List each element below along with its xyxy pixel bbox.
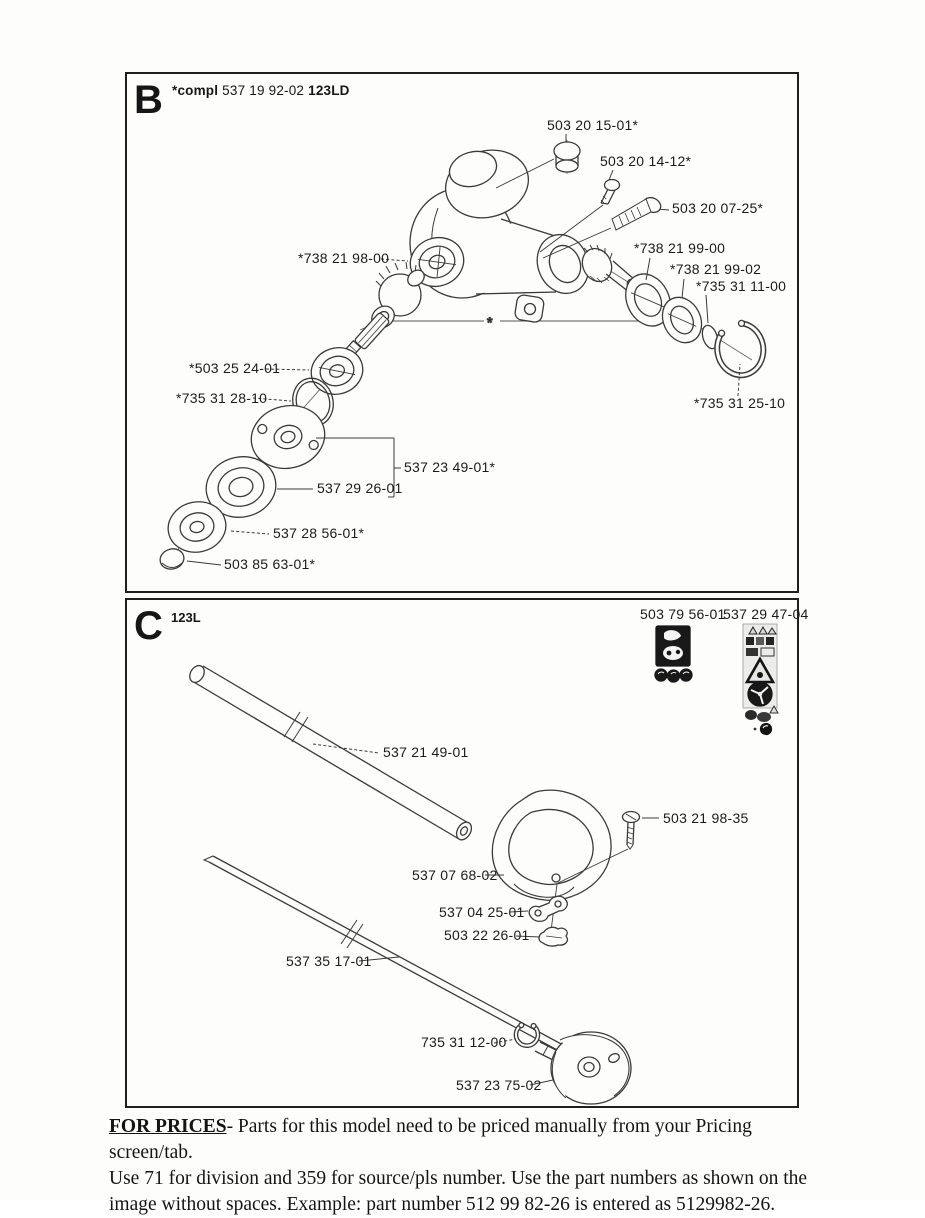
part-label-537-29-26-01: 537 29 26-01: [317, 480, 403, 496]
pricing-note-heading: FOR PRICES: [109, 1116, 227, 1137]
panel-b-letter: B: [134, 78, 163, 122]
pricing-note-line2: Use 71 for division and 359 for source/pls number. Use the part numbers as shown on the: [109, 1168, 808, 1189]
part-label-738-21-98-00: *738 21 98-00: [298, 250, 390, 266]
pricing-note-line1-rest: - Parts for this model need to be priced manually from your Pricing screen/tab.: [109, 1116, 752, 1163]
part-label-503-25-24-01: *503 25 24-01: [189, 360, 281, 376]
decal-label-503-79-56-01: 503 79 56-01: [640, 606, 726, 622]
part-label-537-28-56-01: 537 28 56-01*: [273, 525, 365, 541]
part-label-735-31-25-10: *735 31 25-10: [694, 395, 786, 411]
panel-b-header-prefix: *compl: [172, 83, 219, 98]
part-label-503-22-26-01: 503 22 26-01: [444, 927, 530, 943]
part-label-738-21-99-00: *738 21 99-00: [634, 240, 726, 256]
snap-ring: [714, 318, 767, 396]
part-label-537-35-17-01: 537 35 17-01: [286, 953, 372, 969]
part-label-503-21-98-35: 503 21 98-35: [663, 810, 749, 826]
decal-small: [655, 626, 692, 682]
pricing-note: [109, 1114, 825, 1218]
part-label-735-31-28-10: *735 31 28-10: [176, 390, 268, 406]
part-label-537-23-49-01: 537 23 49-01*: [404, 459, 496, 475]
asterisk-marker: *: [487, 314, 493, 330]
panel-c-model: 123L: [171, 610, 201, 625]
part-label-735-31-12-00: 735 31 12-00: [421, 1034, 507, 1050]
panel-c-letter: C: [134, 604, 163, 648]
decal-label-537-29-47-04: 537 29 47-04: [723, 606, 809, 622]
part-label-503-85-63-01: 503 85 63-01*: [224, 556, 316, 572]
part-label-503-20-14-12: 503 20 14-12*: [600, 153, 692, 169]
part-label-537-23-75-02: 537 23 75-02: [456, 1077, 542, 1093]
part-label-537-04-25-01: 537 04 25-01: [439, 904, 525, 920]
decal-strip: [743, 624, 778, 735]
part-label-503-20-07-25: 503 20 07-25*: [672, 200, 764, 216]
part-label-537-07-68-02: 537 07 68-02: [412, 867, 498, 883]
part-label-537-21-49-01: 537 21 49-01: [383, 744, 469, 760]
pricing-note-line1: [109, 1114, 825, 1166]
part-label-735-31-11-00: *735 31 11-00: [696, 278, 787, 294]
part-label-738-21-99-02: *738 21 99-02: [670, 261, 762, 277]
part-label-503-20-15-01: 503 20 15-01*: [547, 117, 639, 133]
pricing-note-line3: image without spaces. Example: part number 512 99 82-26 is entered as 5129982-26.: [109, 1194, 776, 1215]
panel-b-header-model: 123LD: [308, 83, 350, 98]
panel-b-header-number: 537 19 92-02: [222, 83, 305, 98]
handle-screw: [623, 812, 660, 850]
